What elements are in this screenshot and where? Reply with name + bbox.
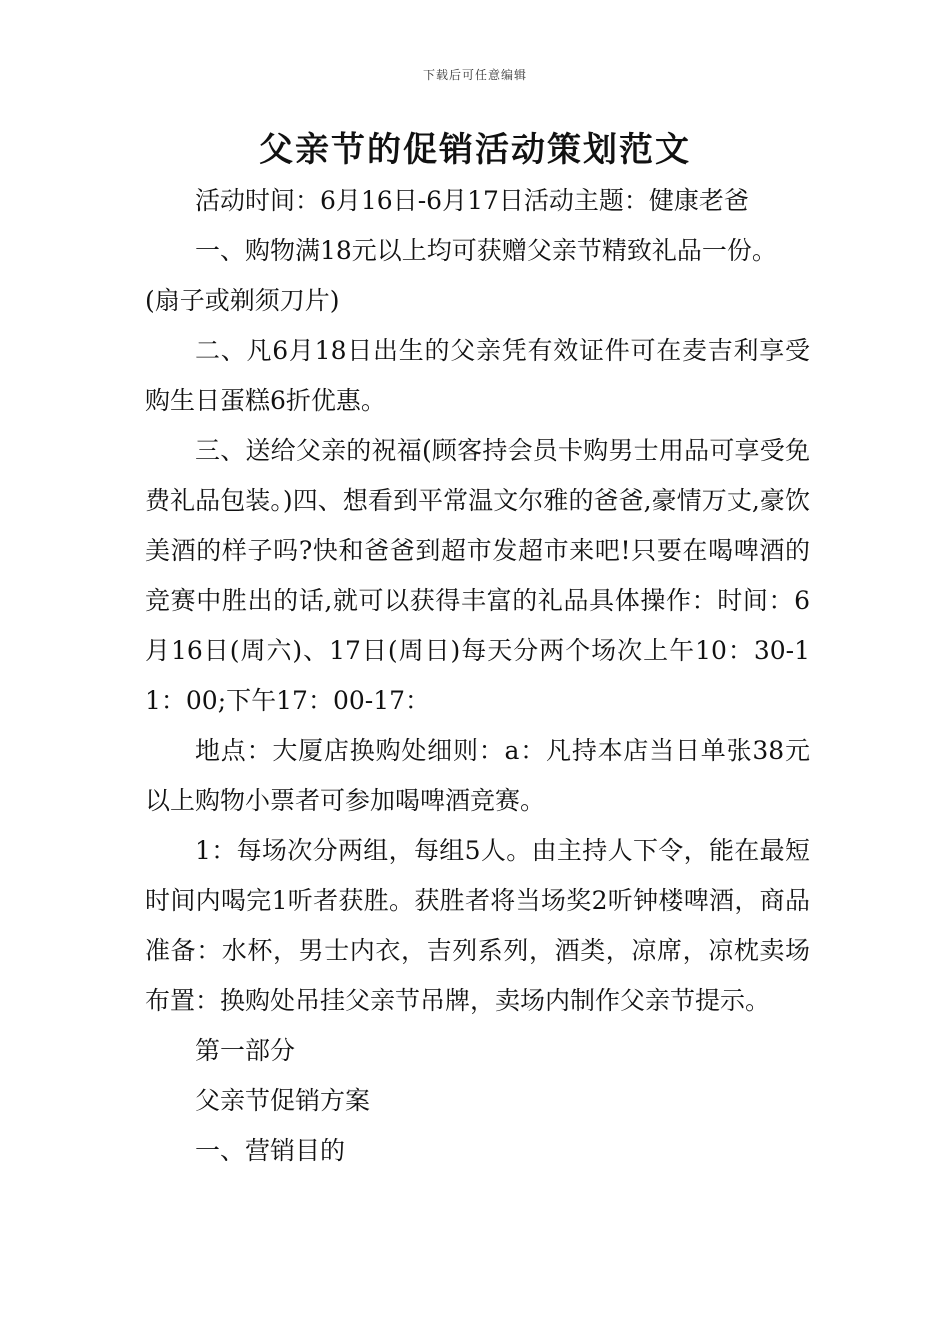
paragraph-item-two: 二、凡6月18日出生的父亲凭有效证件可在麦吉利享受购生日蛋糕6折优惠。 xyxy=(145,336,810,415)
paragraph-activity-time: 活动时间：6月16日-6月17日活动主题：健康老爸 xyxy=(195,186,749,215)
paragraph-item-one: 一、购物满18元以上均可获赠父亲节精致礼品一份。 xyxy=(195,236,777,265)
document-body xyxy=(145,176,810,1176)
paragraph-location-rules: 地点：大厦店换购处细则：a：凡持本店当日单张38元以上购物小票者可参加喝啤酒竞赛。 xyxy=(145,736,810,815)
section-heading-part-one: 第一部分 xyxy=(195,1036,296,1065)
paragraph-rule-one: 1：每场次分两组，每组5人。由主持人下令，能在最短时间内喝完1听者获胜。获胜者将当场奖2听钟楼啤酒，商品准备：水杯，男士内衣，吉列系列，酒类，凉席，凉枕卖场布置：换购处吊挂父亲节吊牌，卖场内制作父亲节提示。 xyxy=(145,836,810,1015)
paragraph-item-three-four: 三、送给父亲的祝福(顾客持会员卡购男士用品可享受免费礼品包装。)四、想看到平常温文尔雅的爸爸,豪情万丈,豪饮美酒的样子吗?快和爸爸到超市发超市来吧!只要在喝啤酒的竞赛中胜出的话,就可以获得丰富的礼品具体操作：时间：6月16日(周六)、17日(周日)每天分两个场次上午10：30-11：00;下午17：00-17： xyxy=(145,436,810,715)
header-note: 下载后可任意编辑 xyxy=(422,68,527,82)
paragraph-item-one-note: (扇子或剃须刀片) xyxy=(145,286,340,315)
document-title: 父亲节的促销活动策划范文 xyxy=(259,130,691,170)
section-heading-promo-plan: 父亲节促销方案 xyxy=(195,1086,371,1115)
section-heading-marketing-goal: 一、营销目的 xyxy=(195,1136,346,1165)
